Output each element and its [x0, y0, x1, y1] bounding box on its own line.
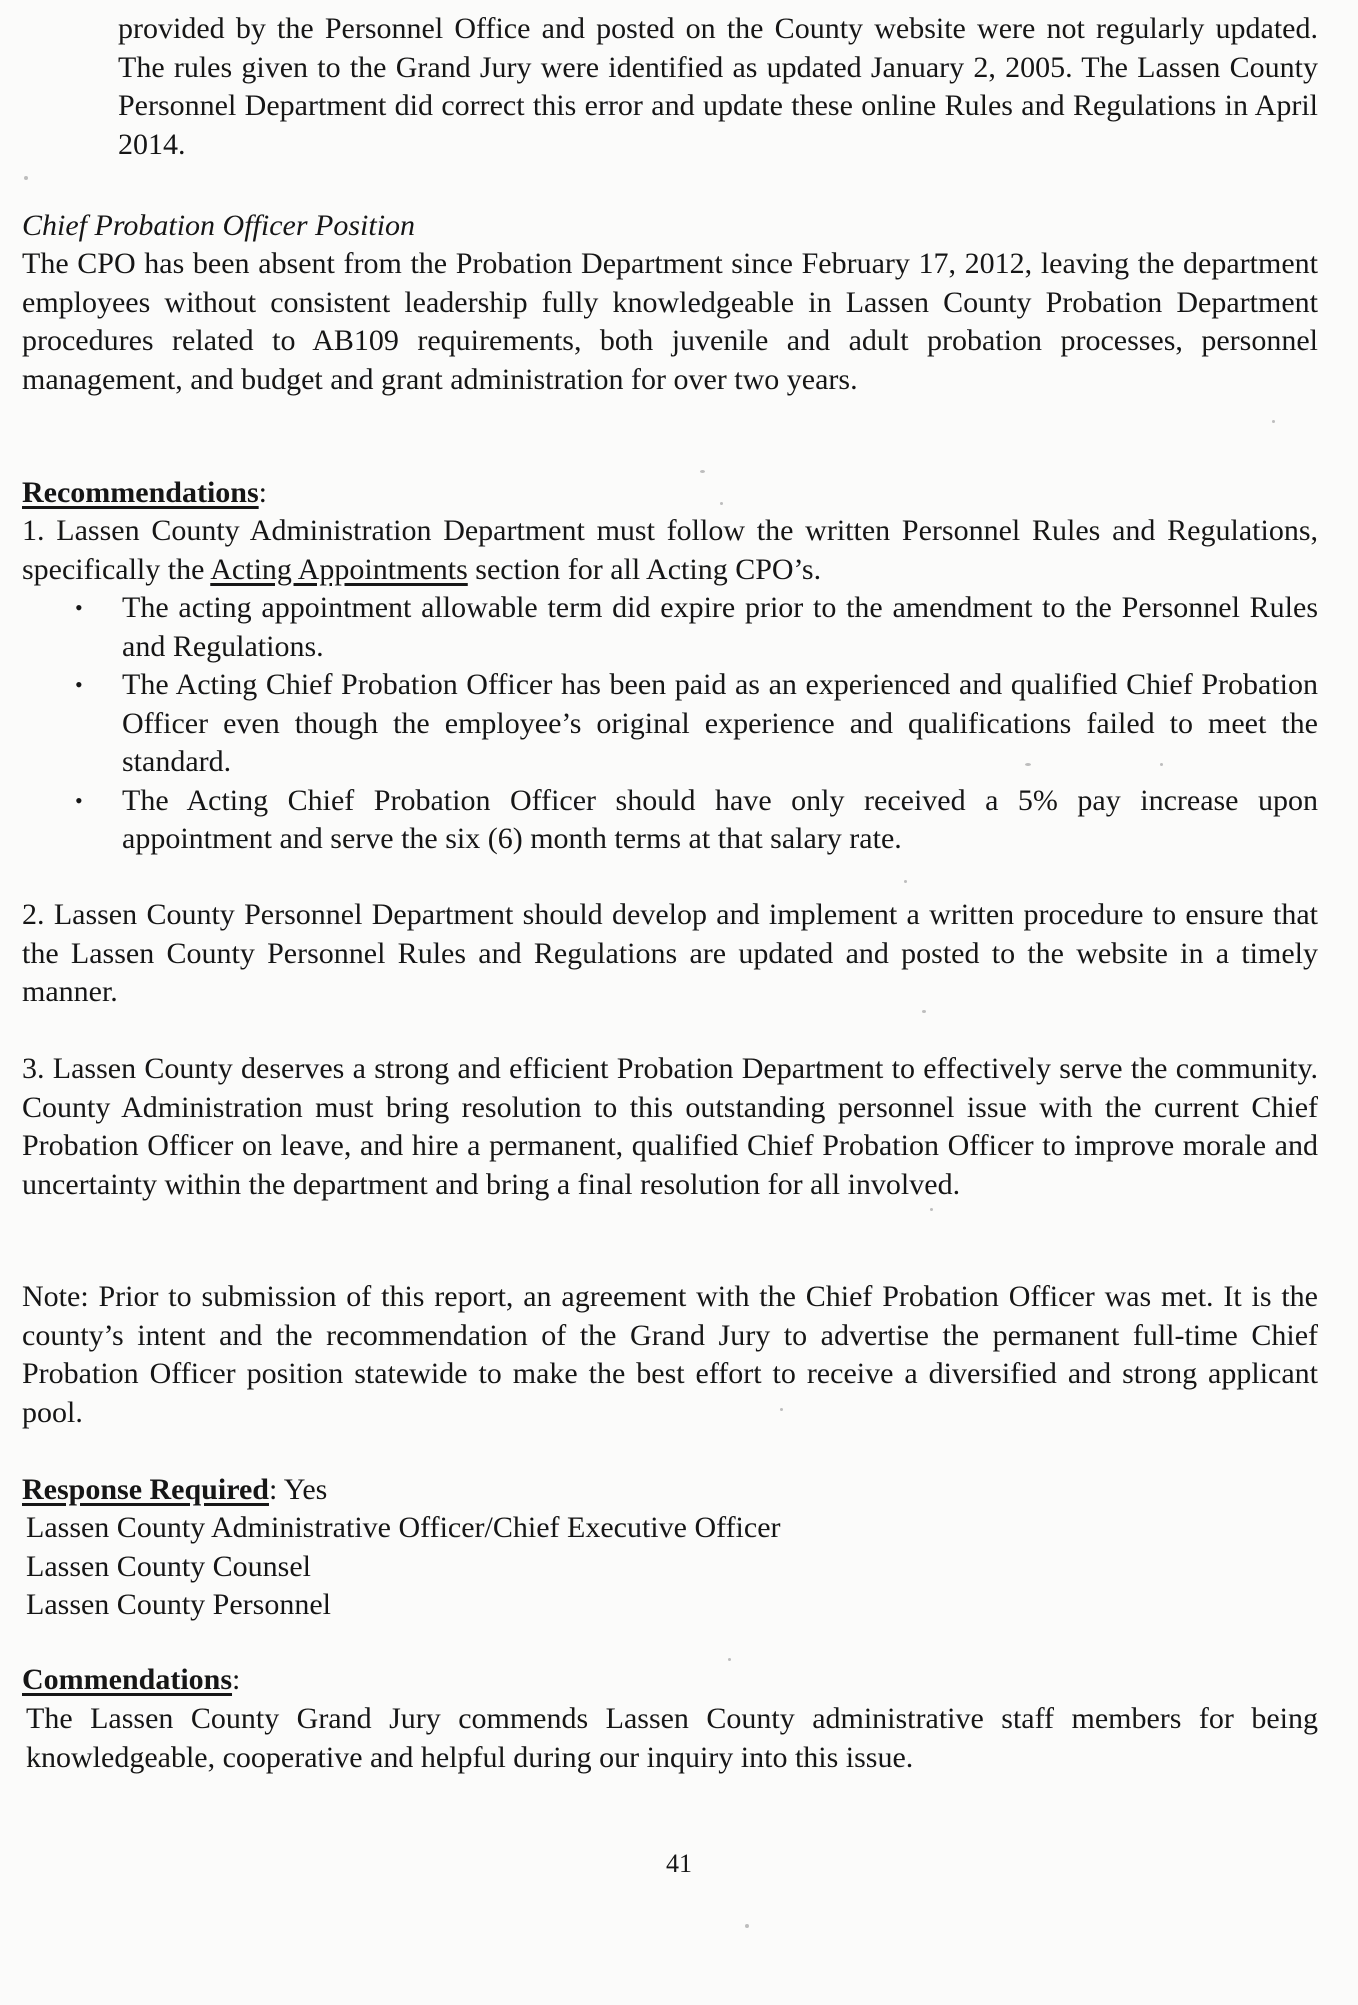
recommendation-2: 2. Lassen County Personnel Department should develop and implement a written procedure to ensure that the Lassen County Personnel Rules and Regulations are updated and posted to the website in a timely manner. — [22, 898, 1318, 1008]
recommendation-1 — [22, 512, 1318, 589]
cpo-section-heading: Chief Probation Officer Position — [22, 209, 416, 242]
commendations-heading-colon: : — [232, 1663, 241, 1696]
scan-speck — [720, 502, 723, 505]
recommendations-heading — [22, 474, 267, 513]
recommendations-heading-label: Recommendations — [22, 476, 259, 509]
recommendation-1-text-end: section for all Acting CPO’s. — [467, 552, 822, 586]
recommendation-1-text-start: 1. Lassen County Administration Department must follow the written Personnel Rules and Regulations, specifically the — [22, 514, 1318, 586]
scan-speck — [780, 1408, 783, 1411]
bullet-text: The Acting Chief Probation Officer should have only received a 5% pay increase upon appointment and serve the six (6) month terms at that salary rate. — [122, 783, 1318, 855]
bullet-icon: • — [75, 595, 83, 620]
response-required-label: Response Required — [22, 1473, 269, 1506]
response-recipient: Lassen County Counsel — [26, 1549, 311, 1583]
response-recipients-list — [26, 1509, 781, 1625]
bullet-text: The acting appointment allowable term did expire prior to the amendment to the Personnel Rules and Regulations. — [122, 591, 1318, 663]
scan-speck — [1272, 420, 1275, 423]
recommendation-3: 3. Lassen County deserves a strong and efficient Probation Department to effectively serve the community. County Administration must bring resolution to this outstanding personnel issue with the current Chief Probation Officer on leave, and hire a permanent, qualified Chief Probation Officer to improve morale and uncertainty within the department and bring a final resolution for all involved. — [22, 1052, 1318, 1201]
response-recipient: Lassen County Personnel — [26, 1588, 331, 1621]
page-number: 41 — [666, 1849, 692, 1878]
bullet-item — [22, 589, 1318, 666]
scan-speck — [728, 1658, 731, 1661]
recommendation-1-bullet-list — [22, 589, 1318, 859]
scan-speck — [922, 1010, 926, 1013]
bullet-text: The Acting Chief Probation Officer has been paid as an experienced and qualified Chief Probation Officer even though the employee’s original experience and qualifications failed to meet the standard. — [122, 668, 1318, 778]
response-recipient: Lassen County Administrative Officer/Chief Executive Officer — [26, 1511, 781, 1544]
response-required-heading — [22, 1471, 327, 1510]
cpo-section-paragraph: The CPO has been absent from the Probation Department since February 17, 2012, leaving the department employees without consistent leadership fully knowledgeable in Lassen County Probation Department procedures related to AB109 requirements, both juvenile and adult probation processes, personnel management, and budget and grant administration for over two years. — [22, 247, 1318, 396]
commendations-heading-label: Commendations — [22, 1663, 233, 1696]
scan-speck — [745, 1924, 749, 1928]
scan-speck — [24, 176, 28, 180]
intro-paragraph: provided by the Personnel Office and posted on the County website were not regularly updated. The rules given to the Grand Jury were identified as updated January 2, 2005. The Lassen County Personnel Department did correct this error and update these online Rules and Regulations in April 2014. — [118, 12, 1318, 161]
response-required-value: : Yes — [268, 1473, 328, 1506]
bullet-icon: • — [75, 672, 83, 697]
scan-speck — [904, 880, 907, 883]
scan-speck — [700, 470, 705, 473]
recommendations-heading-colon: : — [258, 476, 267, 509]
note-paragraph: Note: Prior to submission of this report, an agreement with the Chief Probation Officer was met. It is the county’s intent and the recommendation of the Grand Jury to advertise the permanent full-time Chief Probation Officer position statewide to make the best effort to receive a diversified and strong applicant pool. — [22, 1280, 1318, 1429]
bullet-item — [22, 666, 1318, 782]
bullet-icon: • — [75, 787, 83, 813]
scan-speck — [1025, 763, 1031, 766]
commendations-heading — [22, 1661, 240, 1700]
scan-speck — [930, 1208, 933, 1211]
bullet-item — [22, 782, 1318, 859]
acting-appointments-reference: Acting Appointments — [210, 552, 468, 586]
scan-speck — [1160, 763, 1163, 766]
commendations-paragraph: The Lassen County Grand Jury commends Lassen County administrative staff members for being knowledgeable, cooperative and helpful during our inquiry into this issue. — [26, 1702, 1318, 1774]
